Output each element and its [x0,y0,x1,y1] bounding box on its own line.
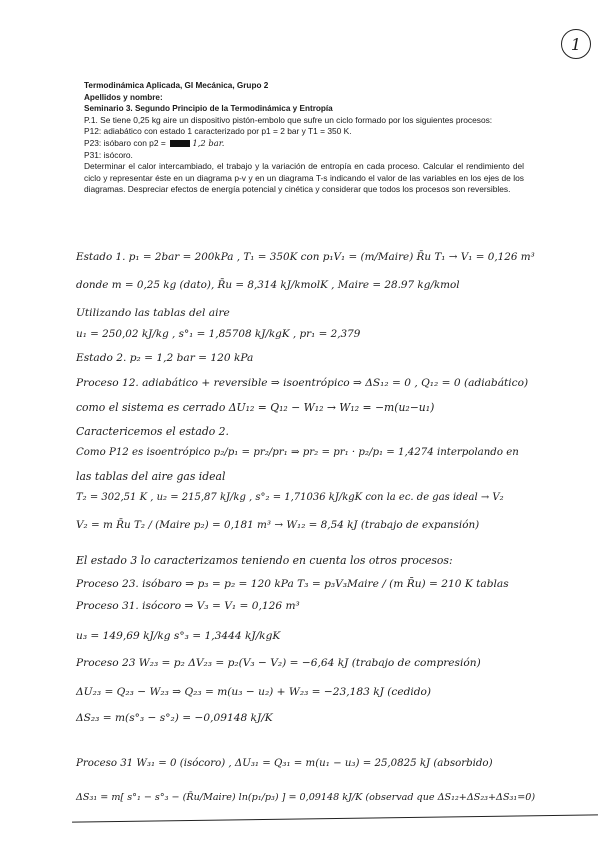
solution-line: V₂ = m R̄u T₂ / (Maire p₂) = 0,181 m³ → W₁₂ = 8,54 kJ (trabajo de expansión) [76,519,480,531]
process-31: P31: isócoro. [84,149,133,160]
solution-line: Como P12 es isoentrópico p₂/p₁ = pr₂/pr₁ ⇒ pr₂ = pr₁ · p₂/p₁ = 1,4274 interpolando en [76,447,519,458]
solution-line: Proceso 23 W₂₃ = p₂ ΔV₂₃ = p₂(V₃ − V₂) = −6,64 kJ (trabajo de compresión) [76,657,481,669]
solution-line: Estado 2. p₂ = 1,2 bar = 120 kPa [76,352,254,364]
solution-line: El estado 3 lo caracterizamos teniendo en cuenta los otros procesos: [76,554,453,567]
solution-line: u₁ = 250,02 kJ/kg , s°₁ = 1,85708 kJ/kgK , pr₁ = 2,379 [76,328,361,340]
task-statement: Determinar el calor intercambiado, el trabajo y la variación de entropía en cada proceso. Calcular el rendimiento del ciclo y representar éste en un diagrama p-v y en un diagrama T-s indicando el valor de las variables en los ejes de los diagramas. Despreciar efectos de energía potencial y cinética y considerar que todos los procesos son reversibles. [84,161,524,195]
process-23-handwritten-value: 1,2 bar. [192,137,225,148]
course-title: Termodinámica Aplicada, GI Mecánica, Grupo 2 [84,81,269,90]
strikethrough-line [72,814,598,823]
solution-line: Proceso 31 W₃₁ = 0 (isócoro) , ΔU₃₁ = Q₃₁ = m(u₁ − u₃) = 25,0825 kJ (absorbido) [76,758,493,769]
seminar-title: Seminario 3. Segundo Principio de la Termodinámica y Entropía [84,104,333,114]
name-label: Apellidos y nombre: [84,92,163,102]
solution-line: Caractericemos el estado 2. [76,425,229,438]
solution-line: u₃ = 149,69 kJ/kg s°₃ = 1,3444 kJ/kgK [76,630,281,642]
page-number: 1 [561,29,591,59]
solution-line: las tablas del aire gas ideal [76,470,226,483]
solution-line: donde m = 0,25 kg (dato), R̄u = 8,314 kJ/kmolK , Maire = 28.97 kg/kmol [76,279,460,291]
solution-line: Proceso 12. adiabático + reversible ⇒ isoentrópico ⇒ ΔS₁₂ = 0 , Q₁₂ = 0 (adiabático) [76,377,529,389]
process-23-text: P23: isóbaro con p2 = [84,137,166,148]
solution-line: ΔU₂₃ = Q₂₃ − W₂₃ ⇒ Q₂₃ = m(u₃ − u₂) + W₂₃ = −23,183 kJ (cedido) [76,686,432,698]
solution-line: como el sistema es cerrado ΔU₁₂ = Q₁₂ − W₁₂ → W₁₂ = −m(u₂−u₁) [76,401,435,414]
solution-line: T₂ = 302,51 K , u₂ = 215,87 kJ/kg , s°₂ = 1,71036 kJ/kgK con la ec. de gas ideal → V₂ [76,492,504,503]
solution-line: ΔS₂₃ = m(s°₃ − s°₂) = −0,09148 kJ/K [76,712,273,724]
solution-line: Estado 1. p₁ = 2bar = 200kPa , T₁ = 350K con p₁V₁ = (m/Maire) R̄u T₁ → V₁ = 0,126 m³ [76,251,535,263]
problem-statement: P.1. Se tiene 0,25 kg aire un dispositivo pistón-embolo que sufre un ciclo formado por los siguientes procesos: [84,114,493,125]
solution-line: Proceso 31. isócoro ⇒ V₃ = V₁ = 0,126 m³ [76,600,300,612]
solution-line: Utilizando las tablas del aire [76,307,230,319]
solution-line: ΔS₃₁ = m[ s°₁ − s°₃ − (R̄u/Maire) ln(p₁/p₃) ] = 0,09148 kJ/K (observad que ΔS₁₂+ΔS₂₃+ΔS₃₁=0) [76,792,536,803]
solution-line: Proceso 23. isóbaro ⇒ p₃ = p₂ = 120 kPa T₃ = p₃V₃Maire / (m R̄u) = 210 K tablas [76,578,509,590]
process-12: P12: adiabático con estado 1 caracterizado por p1 = 2 bar y T1 = 350 K. [84,126,352,137]
